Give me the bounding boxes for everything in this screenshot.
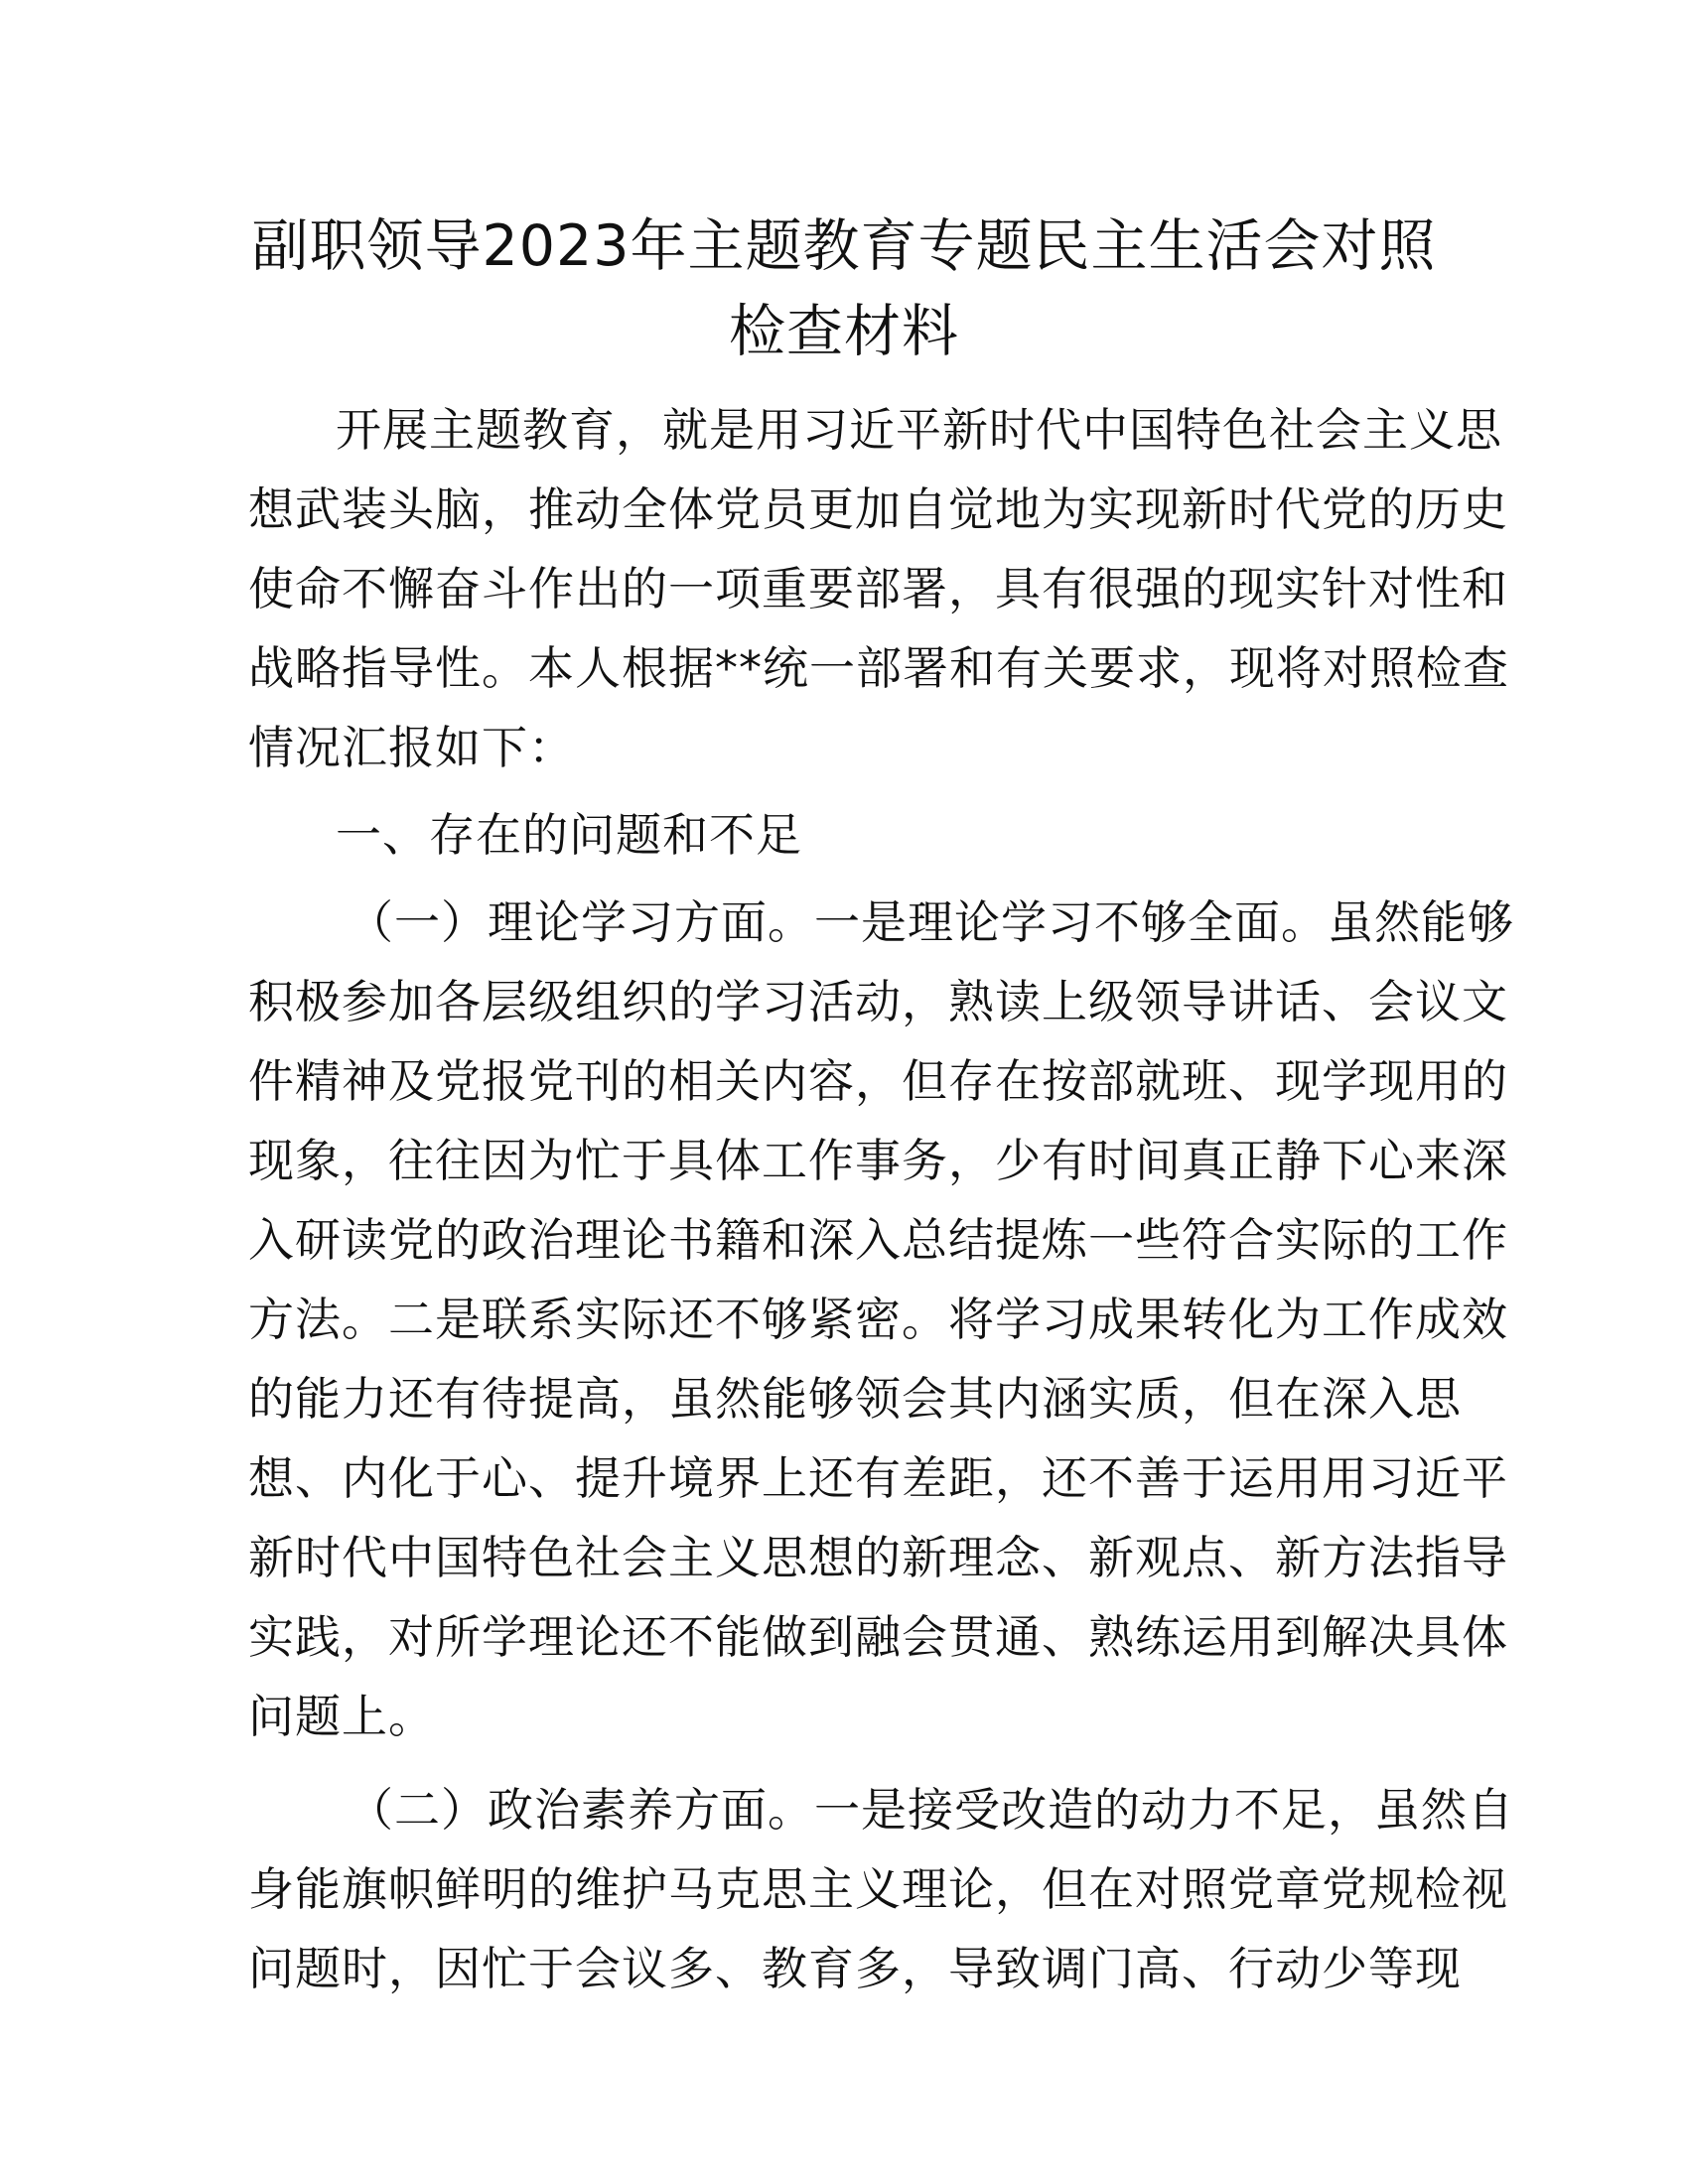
paragraph-line: 件精神及党报党刊的相关内容，但存在按部就班、现学现用的 — [248, 1054, 1508, 1108]
intro-line: 开展主题教育，就是用习近平新时代中国特色社会主义思 — [336, 403, 1502, 457]
title-line-2: 检查材料 — [729, 299, 959, 364]
paragraph-line: （一）理论学习方面。一是理论学习不够全面。虽然能够 — [348, 895, 1514, 949]
intro-line: 使命不懈奋斗作出的一项重要部署，具有很强的现实针对性和 — [248, 562, 1508, 615]
intro-line: 情况汇报如下： — [248, 721, 575, 774]
paragraph-line: 身能旗帜鲜明的维护马克思主义理论，但在对照党章党规检视 — [248, 1862, 1508, 1916]
paragraph-line: 方法。二是联系实际还不够紧密。将学习成果转化为工作成效 — [248, 1293, 1508, 1346]
document-title — [238, 204, 1450, 374]
paragraph-line: 积极参加各层级组织的学习活动，熟读上级领导讲话、会议文 — [248, 975, 1508, 1028]
document-body — [248, 390, 1514, 2008]
paragraph-line: 实践，对所学理论还不能做到融会贯通、熟练运用到解决具体 — [248, 1610, 1508, 1664]
paragraph-line: 现象，往往因为忙于具体工作事务，少有时间真正静下心来深 — [248, 1134, 1508, 1187]
paragraph-line: 新时代中国特色社会主义思想的新理念、新观点、新方法指导 — [248, 1531, 1508, 1584]
theory-study-paragraph — [248, 883, 1514, 1756]
section-heading-text: 一、存在的问题和不足 — [336, 808, 802, 862]
title-line-1: 副职领导2023年主题教育专题民主生活会对照 — [251, 213, 1437, 279]
paragraph-line: 想、内化于心、提升境界上还有差距，还不善于运用用习近平 — [248, 1451, 1508, 1505]
political-quality-paragraph — [248, 1770, 1514, 2008]
intro-paragraph — [248, 390, 1509, 787]
paragraph-line: 问题上。 — [248, 1690, 435, 1743]
paragraph-line: 入研读党的政治理论书籍和深入总结提炼一些符合实际的工作 — [248, 1213, 1508, 1267]
paragraph-line: 的能力还有待提高，虽然能够领会其内涵实质，但在深入思 — [248, 1372, 1462, 1426]
section-heading — [248, 795, 1440, 875]
paragraph-line: （二）政治素养方面。一是接受改造的动力不足，虽然自 — [348, 1783, 1514, 1837]
paragraph-line: 问题时，因忙于会议多、教育多，导致调门高、行动少等现 — [248, 1942, 1462, 1995]
intro-line: 想武装头脑，推动全体党员更加自觉地为实现新时代党的历史 — [248, 482, 1508, 536]
intro-line: 战略指导性。本人根据**统一部署和有关要求，现将对照检查 — [248, 641, 1509, 695]
